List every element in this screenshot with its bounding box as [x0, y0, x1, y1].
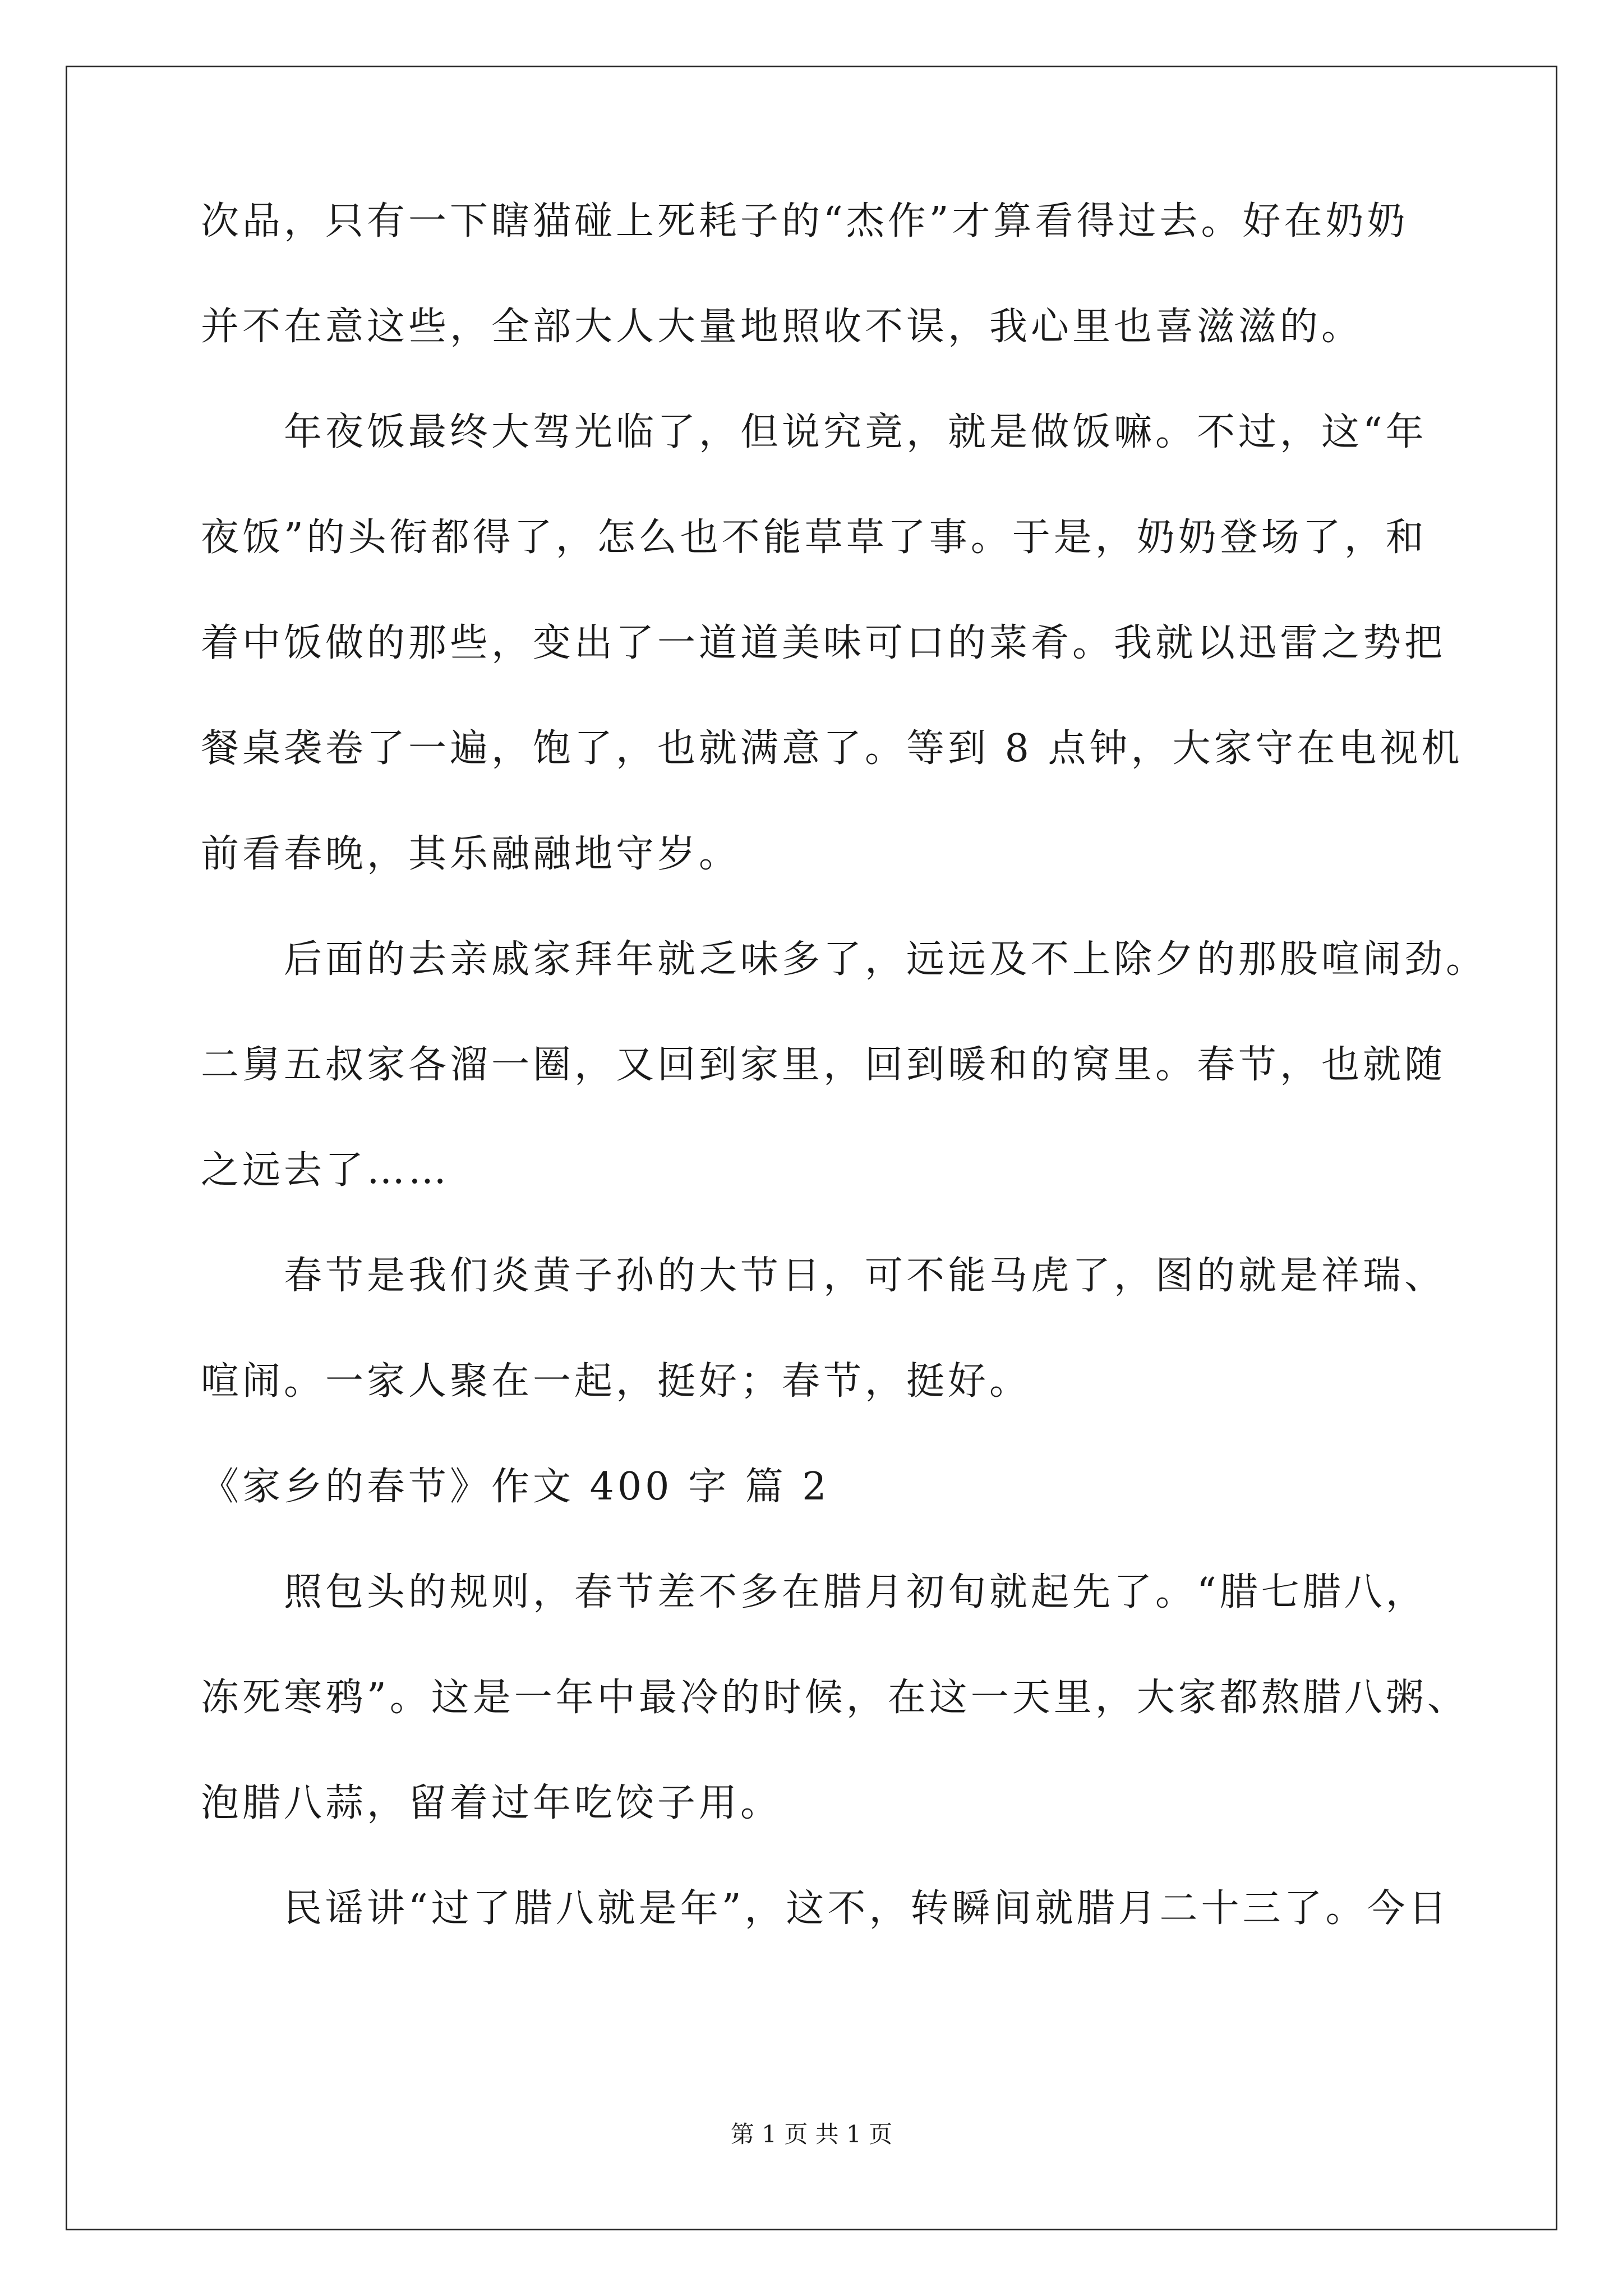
- text-line: 冻死寒鸦”。这是一年中最冷的时候，在这一天里，大家都熬腊八粥、: [201, 1676, 1469, 1720]
- text-line: 泡腊八蒜，留着过年吃饺子用。: [201, 1781, 782, 1825]
- text-line: 并不在意这些，全部大人大量地照收不误，我心里也喜滋滋的。: [201, 305, 1363, 349]
- text-line: 二舅五叔家各溜一圈，又回到家里，回到暖和的窝里。春节，也就随: [201, 1043, 1446, 1087]
- text-line: 次品，只有一下瞎猫碰上死耗子的“杰作”才算看得过去。好在奶奶: [201, 199, 1409, 243]
- paragraph-start-line: 后面的去亲戚家拜年就乏味多了，远远及不上除夕的那股喧闹劲。: [284, 937, 1488, 982]
- text-line: 着中饭做的那些，变出了一道道美味可口的菜肴。我就以迅雷之势把: [201, 621, 1446, 665]
- paragraph-start-line: 照包头的规则，春节差不多在腊月初旬就起先了。“腊七腊八，: [284, 1570, 1427, 1614]
- text-line: 餐桌袭卷了一遍，饱了，也就满意了。等到 8 点钟，大家守在电视机: [201, 726, 1463, 771]
- page-number-footer: 第 1 页 共 1 页: [730, 2120, 893, 2148]
- paragraph-start-line: 春节是我们炎黄子孙的大节日，可不能马虎了，图的就是祥瑞、: [284, 1254, 1446, 1298]
- text-line: 之远去了……: [201, 1148, 450, 1193]
- section-heading: 《家乡的春节》作文 400 字 篇 2: [201, 1465, 830, 1509]
- paragraph-start-line: 民谣讲“过了腊八就是年”，这不，转瞬间就腊月二十三了。今日: [284, 1887, 1450, 1931]
- text-line: 夜饭”的头衔都得了，怎么也不能草草了事。于是，奶奶登场了，和: [201, 516, 1427, 560]
- text-line: 喧闹。一家人聚在一起，挺好；春节，挺好。: [201, 1359, 1031, 1404]
- paragraph-start-line: 年夜饭最终大驾光临了，但说究竟，就是做饭嘛。不过，这“年: [284, 410, 1427, 454]
- text-line: 前看春晚，其乐融融地守岁。: [201, 832, 741, 876]
